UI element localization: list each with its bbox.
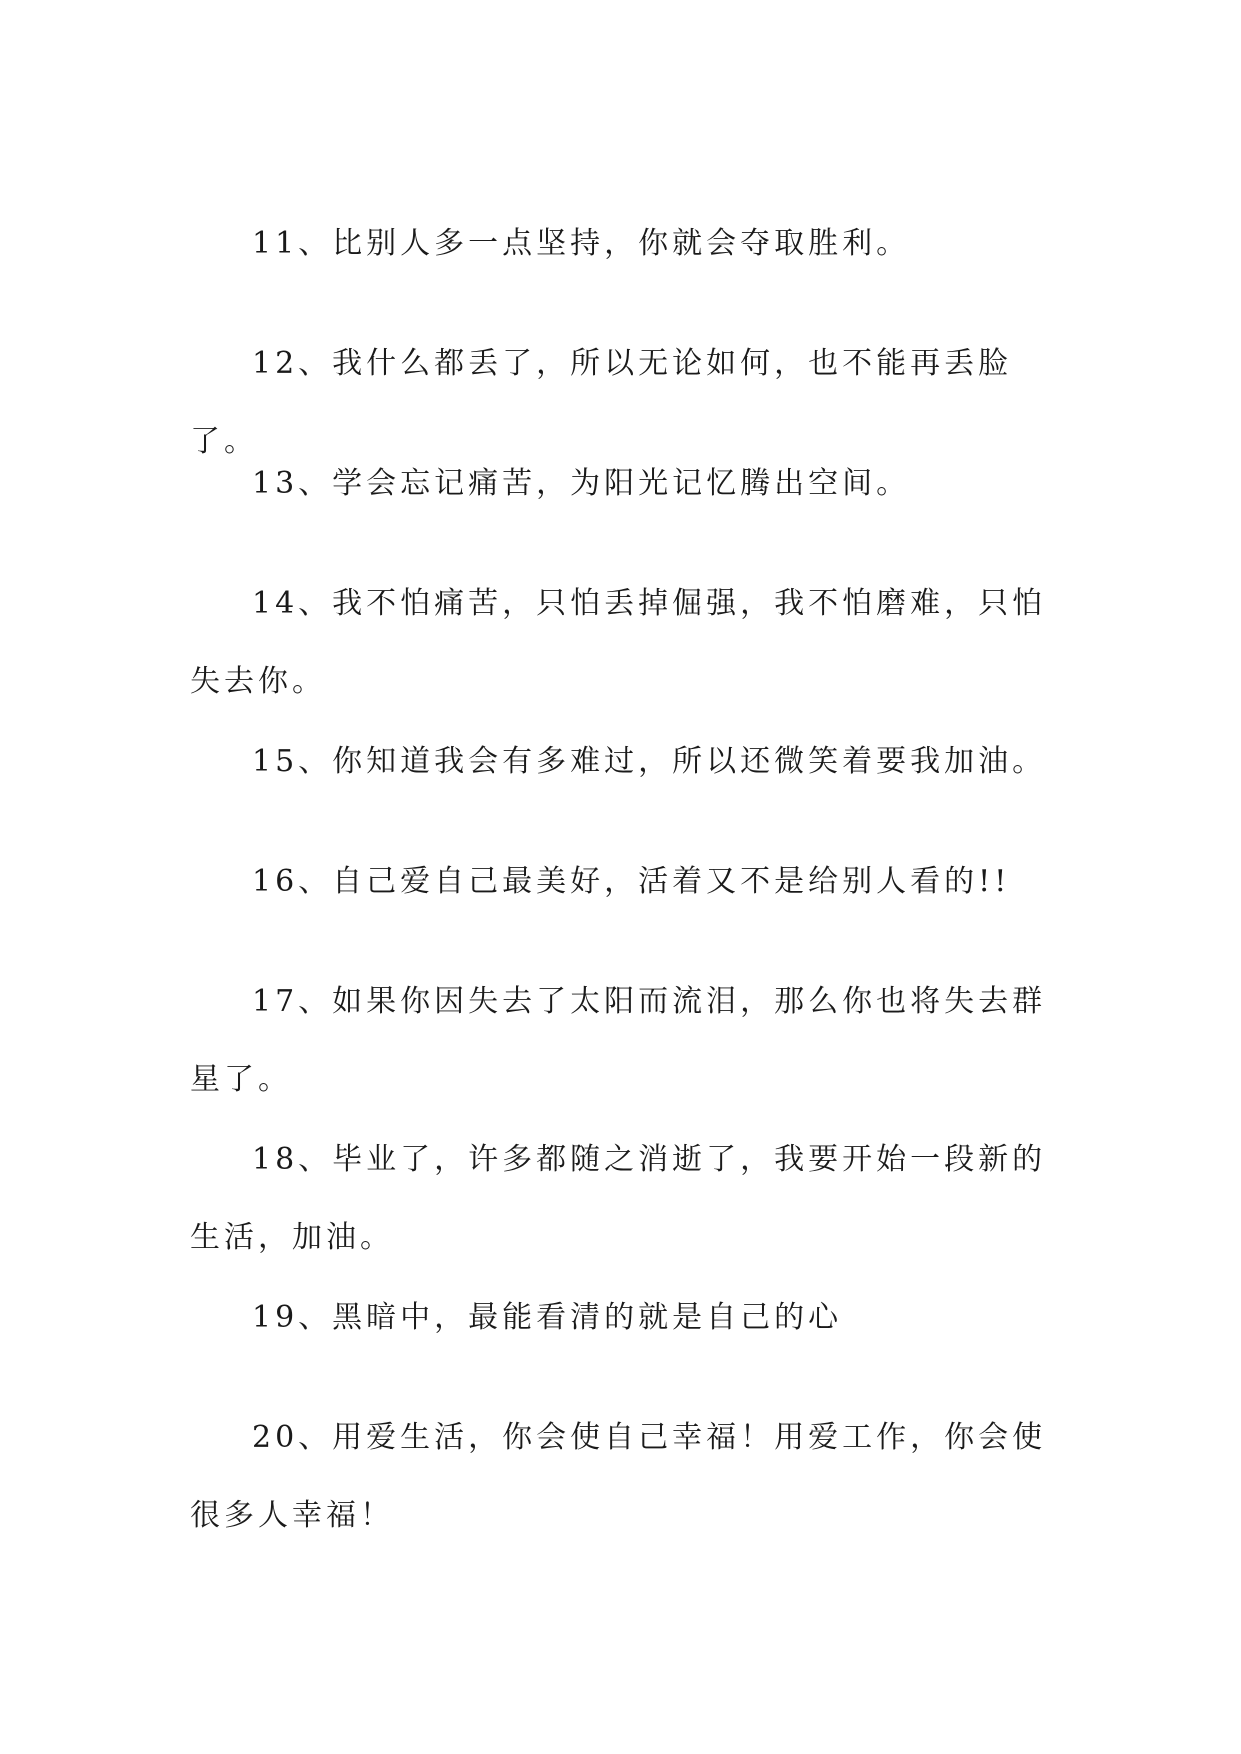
quote-19: 19、黑暗中，最能看清的就是自己的心 <box>252 1300 843 1335</box>
quote-17: 17、如果你因失去了太阳而流泪，那么你也将失去群星了。 <box>190 984 1047 1097</box>
quote-12: 12、我什么都丢了，所以无论如何，也不能再丢脸了。 <box>190 346 1013 459</box>
quote-13: 13、学会忘记痛苦，为阳光记忆腾出空间。 <box>252 466 911 501</box>
quote-20: 20、用爱生活，你会使自己幸福！用爱工作，你会使很多人幸福！ <box>190 1420 1047 1533</box>
quote-16: 16、自己爱自己最美好，活着又不是给别人看的!! <box>252 864 1011 899</box>
quote-15: 15、你知道我会有多难过，所以还微笑着要我加油。 <box>252 744 1047 779</box>
quote-14: 14、我不怕痛苦，只怕丢掉倔强，我不怕磨难，只怕失去你。 <box>190 586 1047 699</box>
quote-18: 18、毕业了，许多都随之消逝了，我要开始一段新的生活，加油。 <box>190 1142 1047 1255</box>
quote-11: 11、比别人多一点坚持，你就会夺取胜利。 <box>252 226 911 261</box>
